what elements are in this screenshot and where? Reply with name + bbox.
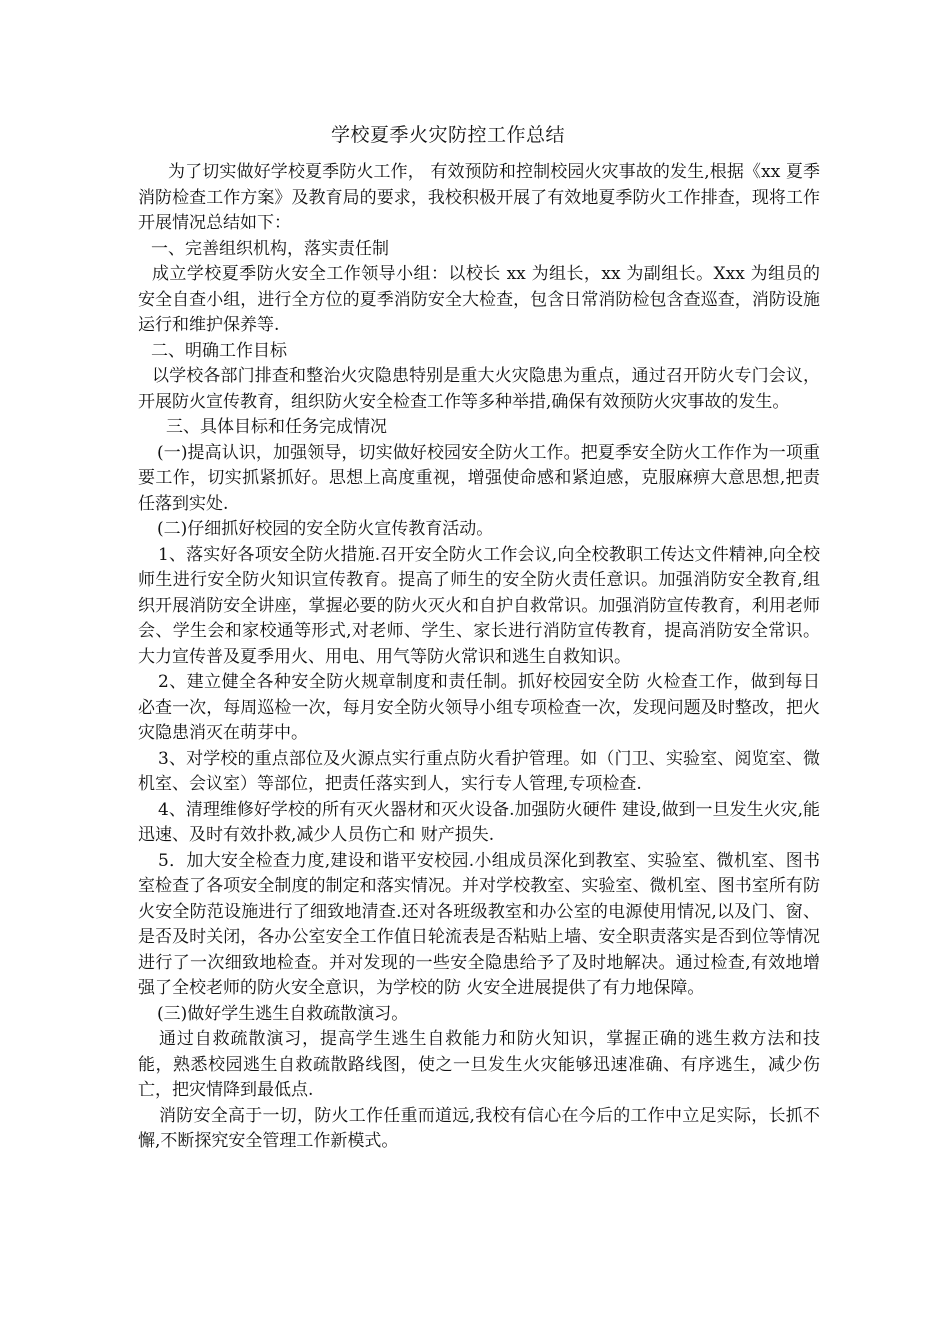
item-5-paragraph: 5．加大安全检查力度,建设和谐平安校园.小组成员深化到教室、实验室、微机室、图书室检查了各项安全制度的制定和落实情况。并对学校教室、实验室、微机室、图书室所有防火安全防范设施进行了细致地清查.还对各班级教室和办公室的电源使用情况,以及门、窗、是否及时关闭，各办公室安全工作值日轮流表是否粘贴上墙、安全职责落实是否到位等情况进行了一次细致地检查。并对发现的一些安全隐患给予了及时地解决。通过检查,有效地增强了全校老师的防火安全意识，为学校的防 火安全进展提供了有力地保障。	[138, 850, 820, 998]
drill-paragraph: 通过自救疏散演习，提高学生逃生自救能力和防火知识，掌握正确的逃生救方法和技能，熟悉校园逃生自救疏散路线图，使之一旦发生火灾能够迅速准确、有序逃生，减少伤亡，把灾情降到最低点.	[138, 1029, 820, 1100]
subsection-3-heading: (三)做好学生逃生自救疏散演习。	[157, 1003, 409, 1024]
item-1-paragraph: 1、落实好各项安全防火措施.召开安全防火工作会议,向全校教职工传达文件精神,向全校师生进行安全防火知识宣传教育。提高了师生的安全防火责任意识。加强消防安全教育,组织开展消防安全讲座，掌握必要的防火灭火和自护自救常识。加强消防宣传教育，利用老师会、学生会和家校通等形式,对老师、学生、家长进行消防宣传教育，提高消防安全常识。大力宣传普及夏季用火、用电、用气等防火常识和逃生自救知识。	[138, 544, 820, 667]
subsection-2-heading: (二)仔细抓好校园的安全防火宣传教育活动。	[157, 519, 494, 539]
document-body	[138, 160, 820, 1155]
section-heading-1: 一、完善组织机构，落实责任制	[151, 238, 389, 259]
document-title: 学校夏季火灾防控工作总结	[330, 124, 565, 146]
section-2-paragraph: 以学校各部门排查和整治火灾隐患特别是重大火灾隐患为重点，通过召开防火专门会议，开展防火宣传教育，组织防火安全检查工作等多种举措,确保有效预防火灾事故的发生。	[138, 366, 820, 412]
item-3-paragraph: 3、对学校的重点部位及火源点实行重点防火看护管理。如（门卫、实验室、阅览室、微机室、会议室）等部位，把责任落实到人，实行专人管理,专项检查.	[138, 748, 820, 794]
item-4-paragraph: 4、清理维修好学校的所有灭火器材和灭火设备.加强防火硬件 建设,做到一旦发生火灾,能迅速、及时有效扑救,减少人员伤亡和 财产损失.	[138, 799, 820, 845]
closing-paragraph: 消防安全高于一切，防火工作任重而道远,我校有信心在今后的工作中立足实际，长抓不懈,不断探究安全管理工作新模式。	[138, 1105, 820, 1151]
section-heading-3: 三、具体目标和任务完成情况	[166, 417, 387, 437]
subsection-1-paragraph: (一)提高认识，加强领导，切实做好校园安全防火工作。把夏季安全防火工作作为一项重要工作，切实抓紧抓好。思想上高度重视，增强使命感和紧迫感，克服麻痹大意思想,把责任落到实处.	[138, 442, 820, 514]
item-2-paragraph: 2、建立健全各种安全防火规章制度和责任制。抓好校园安全防 火检查工作，做到每日必查一次，每周巡检一次，每月安全防火领导小组专项检查一次，发现问题及时整改，把火灾隐患消灭在萌芽中。	[138, 672, 820, 743]
section-1-paragraph: 成立学校夏季防火安全工作领导小组：以校长 xx 为组长，xx 为副组长。Xxx 为组员的安全自查小组，进行全方位的夏季消防安全大检查，包含日常消防检包含查巡查，消防设施运行和维护保养等.	[138, 264, 820, 335]
section-heading-2: 二、明确工作目标	[151, 340, 287, 361]
intro-paragraph: 为了切实做好学校夏季防火工作， 有效预防和控制校园火灾事故的发生,根据《xx 夏季消防检查工作方案》及教育局的要求，我校积极开展了有效地夏季防火工作排查，现将工作开展情况总结如下：	[138, 162, 820, 233]
